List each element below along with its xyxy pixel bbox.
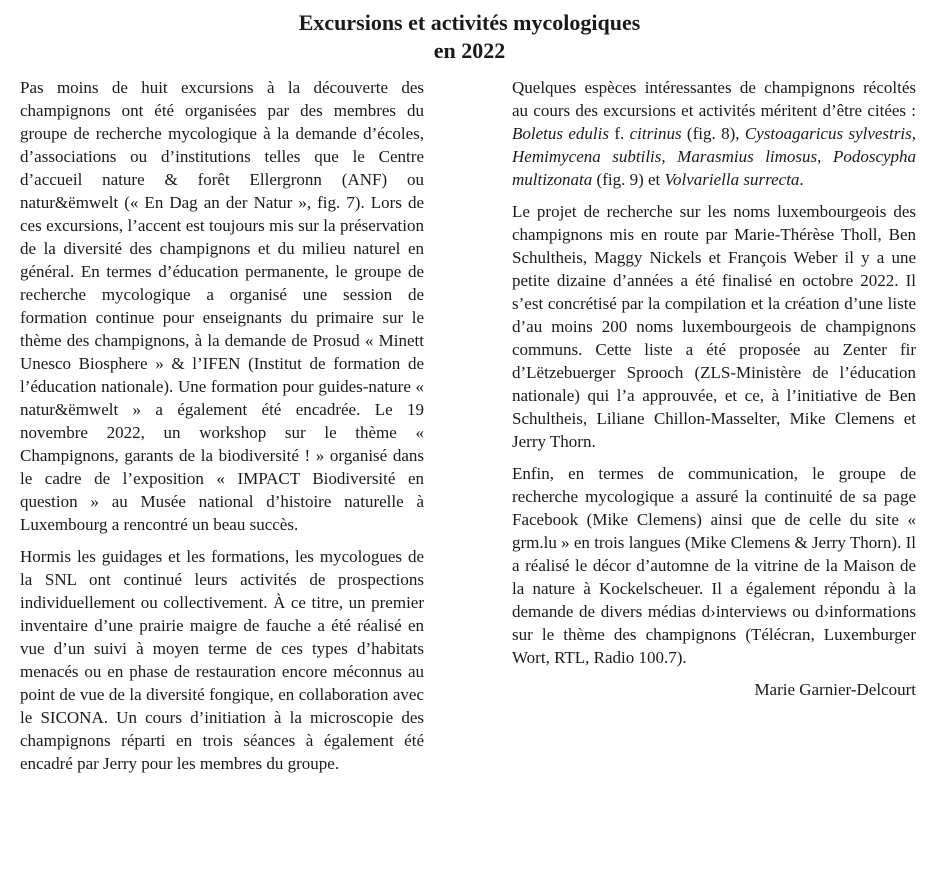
paragraph-excursions: Pas moins de huit excursions à la découverte des champignons ont été organisées par des membres du groupe de recherche mycologique à la demande d’écoles, d’associations ou d’institutions telles que le Centre d’accueil nature & forêt Ellergronn (ANF) ou natur&ëmwelt (« En Dag an der Natur », fig. 7). Lors de ces excursions, l’accent est toujours mis sur la préservation de la diversité des champignons et du milieu naturel en général. En termes d’éducation permanente, le groupe de recherche mycologique a organisé une session de formation continue pour enseignants du primaire sur le thème des champignons, à la demande de Prosud « Minett Unesco Biosphere » & l’IFEN (Institut de formation de l’éducation nationale). Une formation pour guides-nature « natur&ëmwelt » a également été encadrée. Le 19 novembre 2022, un workshop sur le thème « Champignons, garants de la biodiversité ! » organisé dans le cadre de l’exposition « IMPACT Biodiversité en question » au Musée national d’histoire naturelle à Luxembourg a rencontré un beau succès. <box>20 78 424 534</box>
article-title <box>0 9 933 65</box>
separator: , <box>911 124 916 143</box>
paragraph-communication: Enfin, en termes de communication, le groupe de recherche mycologique a assuré la continuité de sa page Facebook (Mike Clemens) ainsi que de celle du site « grm.lu » en trois langues (Mike Clemens & Jerry Thorn). Il a réalisé le décor d’automne de la vitrine de la Maison de la nature à Kockelscheuer. Il a également répondu à la demande de divers médias d›interviews ou d›informations sur le thème des champignons (Télécran, Luxemburger Wort, RTL, Radio 100.7). <box>512 464 916 667</box>
paragraph-species <box>512 76 916 191</box>
species-cystoagaricus: Cystoagaricus sylvestris <box>744 124 912 143</box>
species-boletus-edulis: Boletus edulis <box>512 124 609 143</box>
paragraph-luxembourgish-names: Le projet de recherche sur les noms luxembourgeois des champignons mis en route par Marie-Thérèse Tholl, Ben Schultheis, Maggy Nickels et François Weber il y a une petite dizaine d’années a été finalisé en octobre 2022. Il s’est concrétisé par la compilation et la création d’une liste d’au moins 200 noms luxembourgeois de champignons communs. Cette liste a été proposée au Zenter fir d’Lëtzebuerger Sprooch (ZLS-Ministère de l’éducation nationale) qui l’a approuvée, et ce, à l’initiative de Ben Schultheis, Liliane Chillon-Masselter, Mike Clemens et Jerry Thorn. <box>512 202 916 451</box>
separator: , <box>817 147 833 166</box>
figure-ref-8: (fig. 8), <box>681 124 745 143</box>
species-intro: Quelques espèces intéressantes de champignons récoltés au cours des excursions et activités méritent d’être citées : <box>512 78 916 120</box>
separator: , <box>661 147 678 166</box>
species-hemimycena: Hemimycena subtilis <box>512 147 662 166</box>
figure-ref-9: (fig. 9) et <box>592 170 665 189</box>
species-volvariella: Volvariella surrecta <box>664 170 800 189</box>
left-column <box>20 76 424 784</box>
title-line-1: Excursions et activités mycologiques <box>298 10 641 35</box>
author-signature: Marie Garnier-Delcourt <box>754 680 916 699</box>
species-marasmius: Marasmius limosus <box>677 147 818 166</box>
species-forma: f. <box>608 124 630 143</box>
right-column <box>512 76 916 710</box>
species-citrinus: citrinus <box>629 124 682 143</box>
title-line-2: en 2022 <box>433 38 506 63</box>
species-podoscypha: Podoscypha multizonata <box>512 147 917 189</box>
paragraph-prospections: Hormis les guidages et les formations, les mycologues de la SNL ont continué leurs activités de prospections individuellement ou collectivement. À ce titre, un premier inventaire d’une prairie maigre de fauche a été réalisé en vue d’un suivi à moyen terme de ces types d’habitats menacés ou en phase de restauration encore méconnus au point de vue de la diversité fongique, en collaboration avec le SICONA. Un cours d’initiation à la microscopie des champignons réparti en trois séances à également été encadré par Jerry pour les membres du groupe. <box>20 547 424 773</box>
sentence-end: . <box>799 170 804 189</box>
